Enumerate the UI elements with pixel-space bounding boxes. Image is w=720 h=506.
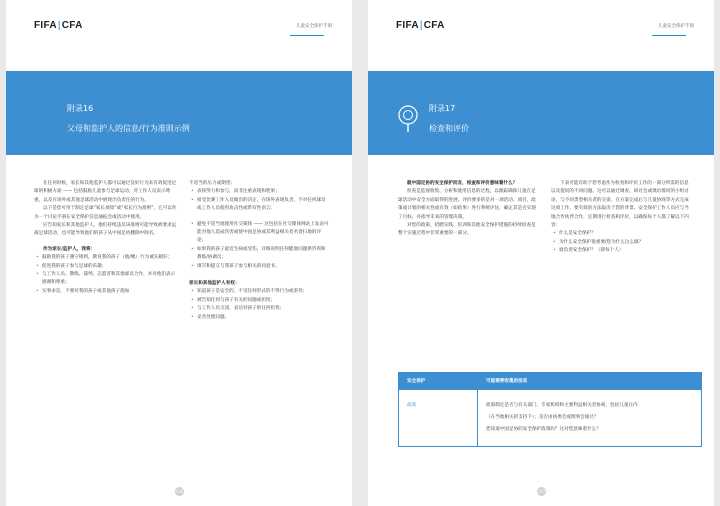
fifa-cfa-logo [34, 20, 83, 31]
paragraph: 对您的政策、招聘实践、培训和其他安全保护措施的持续检查是整个实施过程中非常重要的一部分。 [398, 223, 536, 237]
list-item: • 被告知任何与孩子有关的问题或担忧； [189, 297, 329, 305]
right-column-1 [398, 180, 540, 239]
table-header-row [399, 373, 702, 390]
list-item: • 妥善处理问题。 [189, 314, 329, 322]
list-item: • 为什么安全保护很重要/您为什么这么做？ [551, 239, 693, 247]
right-column-2 [551, 180, 693, 256]
safeguarding-info-table [398, 372, 702, 447]
logo-fifa: FIFA [396, 20, 419, 31]
paragraph: 不适当的压力或期望； [189, 181, 235, 186]
lead-question: 就中国足协的安全保护而言，检查和评价意味着什么？ [407, 181, 518, 186]
logo-cfa: CFA [61, 20, 83, 31]
list-item: • 实事求是，不要对我的孩子或其他孩子施加 [34, 288, 178, 296]
logo-separator: | [57, 20, 61, 31]
appendix-banner [368, 71, 714, 155]
table-cell [478, 390, 702, 447]
table-row [399, 390, 702, 447]
running-title: 儿童安全保护手册 [296, 24, 332, 29]
list-item: • 促进我的孩子参与足球的乐趣； [34, 263, 178, 271]
magnifier-icon [397, 105, 421, 133]
table-cell-line: 您知道中国足协的安全保护政策吗？这对您意味着什么？ [486, 427, 601, 432]
table-cell-line: （在当地相关的支持下）；是否由执委会或理事会通过？ [486, 415, 599, 420]
paragraph: 检查是监视收集、分析和使用信息的过程，以跟踪确保儿童在足球活动中安全方面取得的进展。评价要多的是对一项活动、项目、政策或计划的相关性或有效（如结果）进行系统评估，确定其是否实现了目标，并指导未来的管理决策。 [398, 189, 536, 220]
list-item: • 知道孩子是安全的，不受任何形式的不得行为或虐待； [189, 288, 329, 296]
table-cell-line: 政策制定是否与有关部门、专家机构和主要利益相关者协商，包括儿童在内 [486, 403, 638, 408]
paragraph: 在任何时候，家长和其他监护人都可以通过良好行为来有效促进足球的积极方面 —— 包括鼓励儿童参与足球运动，对工作人员表示尊重，以及在场外或其他足球活动中展现出负责任的行为。 [34, 181, 177, 203]
paragraph: 应告知家长和其他监护人，他们持续违反该准则可能导致被要求远离足球活动，也可能导致他们的孩子从中国足协删除中除名。 [34, 223, 177, 237]
list-item: • 填写和提交与我孩子参与相关的同意书。 [189, 263, 329, 271]
fifa-cfa-logo [396, 20, 445, 31]
appendix-number: 附录16 [67, 104, 94, 113]
header-rule [652, 35, 686, 36]
list-item: • 与工作人员交谈，表达对孩子的任何担忧； [189, 305, 329, 313]
table-header-cell: 安全保护 [399, 373, 478, 390]
paragraph: 以下是您可用于制定足球“家长须知”或“家长行为准则”，它可以作为一个讨论手册在安全保护信息通报会或活动中使用。 [34, 206, 177, 220]
table-header-cell: 可能需要收集的信息 [478, 373, 702, 390]
list-item: • 谁负责安全保护？（即每个人） [551, 247, 693, 255]
running-title: 儿童安全保护手册 [658, 24, 694, 29]
header-rule [290, 35, 324, 36]
left-page [6, 0, 352, 506]
list-item: • 鼓励我的孩子遵守规则，教育我的孩子（他/她）行为诚实履好； [34, 254, 178, 262]
list-item: • 如果我的孩子最近生病或受伤，详细说明任何健康问题供咨询和教练/协调员； [189, 246, 329, 263]
page-number: 107 [537, 489, 546, 494]
appendix-banner [6, 71, 352, 155]
section-heading: 作为家长/监护人，我将： [43, 246, 96, 252]
section-heading: 家长和其他监护人有权： [189, 281, 240, 287]
appendix-title: 父母和监护人的信息/行为准则示例 [67, 124, 190, 133]
list-item: • 与工作人员、教练、裁判、志愿者和其他球员合作，并对他们表示感谢和尊重； [34, 271, 178, 288]
logo-cfa: CFA [423, 20, 445, 31]
paragraph: 下表可能有助于您考虑作为检查和评价工作的一部分所需的信息以及提问的不同问题。这可以通过调查、研讨会或填访群同的小组讨论，与不同类型相关者的交谈、在方案完成后与儿童协商等方式完成这项工作。要有效的方法取决于您的背景。安全保护工作人员应与当地合作伙伴合作，定期进行检查和评价，以确保每个人都了解以下内容： [551, 181, 689, 229]
list-item: • 接受比赛工作人员做出的决定，在场外表现负责，不对任何球员或工作人员使用攻击性或带有性语言； [189, 197, 329, 214]
appendix-title: 检查和评价 [429, 124, 469, 133]
left-column-2 [189, 180, 329, 322]
table-cell: 政策 [399, 390, 478, 447]
left-column-1 [34, 180, 178, 296]
appendix-number: 附录17 [429, 104, 456, 113]
list-item: • 避免不适当地使用社交媒体 —— 这包括在社交媒体网站上发表可能对他人造成伤害或使中国足协或其利益相关者名誉扫地的评论； [189, 221, 329, 246]
logo-separator: | [419, 20, 423, 31]
list-item: • 表扬努力和参与，而非注重表现和胜果； [189, 188, 329, 196]
logo-fifa: FIFA [34, 20, 57, 31]
page-number: 106 [175, 489, 184, 494]
list-item: • 什么是安全保护？ [551, 230, 693, 238]
